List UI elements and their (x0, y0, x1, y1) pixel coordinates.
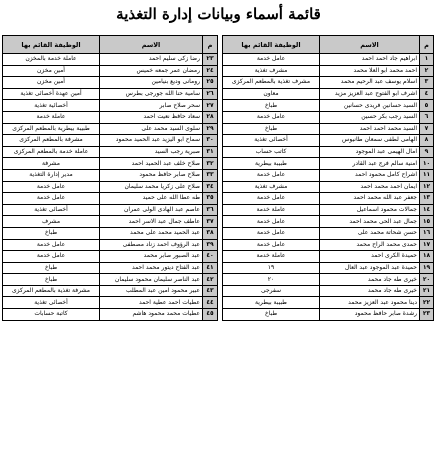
job-cell: طبيبة بيطرية (223, 158, 320, 170)
num-cell: ١٠ (420, 158, 434, 170)
name-cell: رومانى وديع بنيامين (100, 77, 203, 89)
header-name: الاسم (320, 36, 420, 54)
table-row (3, 123, 218, 135)
num-cell: ١٦ (420, 227, 434, 239)
num-cell: ٤ (420, 88, 434, 100)
name-cell: عبد الصبور صابر محمد (100, 251, 203, 263)
table-body (3, 54, 218, 321)
name-cell: حسن شحاتة محمد على (320, 227, 420, 239)
job-cell: مشرفة بالمطعم المركزى (3, 135, 100, 147)
table-row (3, 309, 218, 321)
table-row (223, 169, 434, 181)
name-cell: عبد الرؤوف احمد زناد مصطفى (100, 239, 203, 251)
job-cell: ١٩ (223, 262, 320, 274)
table-row (3, 285, 218, 297)
name-cell: صبرية رجب السيد (100, 146, 203, 158)
job-cell: معاون (223, 88, 320, 100)
table-row (3, 146, 218, 158)
table-row (3, 88, 218, 100)
num-cell: ٤٠ (203, 251, 218, 263)
table-row (223, 158, 434, 170)
header-job: الوظيفة القائم بها (3, 36, 100, 54)
job-cell: عاملة خدمة (3, 111, 100, 123)
name-cell: جعفر عبد الله محمد احمد (320, 193, 420, 205)
num-cell: ٣ (420, 77, 434, 89)
header-job: الوظيفة القائم بها (223, 36, 320, 54)
job-cell: مشرف تغذية (223, 65, 320, 77)
name-cell: عطيات محمد محمود هاشم (100, 309, 203, 321)
num-cell: ٣٢ (203, 158, 218, 170)
job-cell: أخصائى تغذية (3, 204, 100, 216)
num-cell: ٤٥ (203, 309, 218, 321)
table-row (3, 111, 218, 123)
page-title: قائمة أسماء وبيانات إدارة التغذية (116, 5, 321, 23)
job-cell: عاملة خدمة (223, 204, 320, 216)
job-cell: طباخ (3, 227, 100, 239)
num-cell: ١٥ (420, 216, 434, 228)
num-cell: ٢٢ (420, 297, 434, 309)
job-cell: طبيبة بيطرية (223, 297, 320, 309)
num-cell: ٣٧ (203, 216, 218, 228)
name-cell: حميدة الكرى احمد (320, 251, 420, 263)
name-cell: امال الهيمى عبد الموجود (320, 146, 420, 158)
num-cell: ٢٥ (203, 77, 218, 89)
header-num: م (203, 36, 218, 54)
num-cell: ١٧ (420, 239, 434, 251)
num-cell: ٦ (420, 111, 434, 123)
job-cell: أمين عهدة أخصائى تغذية (3, 88, 100, 100)
job-cell: طبيبة بيطرية بالمطعم المركزى (3, 123, 100, 135)
table-row (3, 227, 218, 239)
table-row (223, 100, 434, 112)
job-cell: مشرف تغذية (223, 181, 320, 193)
job-cell: عامل خدمة (223, 227, 320, 239)
table-header (3, 36, 218, 54)
num-cell: ٤٣ (203, 285, 218, 297)
name-cell: سعاد حافظ نعيت احمد (100, 111, 203, 123)
name-cell: عبد الفتاح ديتور محمد احمد (100, 262, 203, 274)
table-row (223, 285, 434, 297)
table-row (3, 100, 218, 112)
job-cell: سفرجى (223, 285, 320, 297)
num-cell: ١٤ (420, 204, 434, 216)
num-cell: ٢٧ (203, 100, 218, 112)
name-cell: السيد محمد احمد احمد (320, 123, 420, 135)
job-cell: أمين مخزن (3, 77, 100, 89)
num-cell: ٣٥ (203, 193, 218, 205)
table-row (223, 135, 434, 147)
table-row (223, 65, 434, 77)
table-row (223, 123, 434, 135)
name-cell: سلوى السيد محمد على (100, 123, 203, 135)
num-cell: ١١ (420, 169, 434, 181)
table-body (223, 54, 434, 321)
num-cell: ٢٩ (203, 123, 218, 135)
table-row (223, 227, 434, 239)
num-cell: ٣١ (203, 146, 218, 158)
job-cell: عامل خدمة (223, 169, 320, 181)
job-cell: عامل خدمة (223, 239, 320, 251)
table-row (223, 204, 434, 216)
name-cell: رشدة صابر حافظ محمود (320, 309, 420, 321)
table-row (3, 216, 218, 228)
num-cell: ٢٣ (203, 54, 218, 66)
job-cell: طباخ (223, 100, 320, 112)
table-row (223, 239, 434, 251)
name-cell: اشراح كامل محمود احمد (320, 169, 420, 181)
table-row (3, 169, 218, 181)
table-row (223, 297, 434, 309)
job-cell: عامل خدمة (223, 193, 320, 205)
name-cell: حميدة عبد الموجود عبد العال (320, 262, 420, 274)
name-cell: صلاح على زكريا محمد سليمان (100, 181, 203, 193)
name-cell: جمالات محمود اسماعيل (320, 204, 420, 216)
job-cell: عامل خدمة (3, 193, 100, 205)
table-row (3, 239, 218, 251)
num-cell: ٢٣ (420, 309, 434, 321)
table-row (3, 297, 218, 309)
table-row (223, 111, 434, 123)
job-cell: عامل خدمة (223, 111, 320, 123)
job-cell: مدير إدارة التغذية (3, 169, 100, 181)
job-cell: أخصائى تغذية (3, 297, 100, 309)
num-cell: ٤٢ (203, 274, 218, 286)
name-cell: احمد محمد ابو العلا محمد (320, 65, 420, 77)
table-row (223, 54, 434, 66)
num-cell: ٤٤ (203, 297, 218, 309)
num-cell: ١ (420, 54, 434, 66)
table-row (3, 77, 218, 89)
table-row (3, 262, 218, 274)
job-cell: عامل خدمة (3, 181, 100, 193)
name-cell: دينا محمود عبد العزيز محمد (320, 297, 420, 309)
num-cell: ١٩ (420, 262, 434, 274)
num-cell: ٢٤ (203, 65, 218, 77)
table-row (3, 274, 218, 286)
num-cell: ٤١ (203, 262, 218, 274)
name-cell: امنية سالم فرج عبد القادر (320, 158, 420, 170)
name-cell: خيرى طه جاد محمد (320, 274, 420, 286)
job-cell: كاتب حساب (223, 146, 320, 158)
job-cell: عامل خدمة (223, 54, 320, 66)
table-row (3, 181, 218, 193)
table-row (223, 274, 434, 286)
name-cell: صلاح خلف عبد الحميد احمد (100, 158, 203, 170)
job-cell: عاملة خدمة بالمطعم المركزى (3, 146, 100, 158)
name-cell: عبد الناصر سليمان محمود سليمان (100, 274, 203, 286)
num-cell: ٢٠ (420, 274, 434, 286)
job-cell: مشرفة تغذية بالمطعم المركزى (3, 285, 100, 297)
name-cell: عاصم عبد الهادى الولى عمران (100, 204, 203, 216)
job-cell: مشرف (3, 216, 100, 228)
num-cell: ٨ (420, 135, 434, 147)
table-row (3, 204, 218, 216)
job-cell: طباخ (223, 123, 320, 135)
name-cell: خيرى طه جاد محمد (320, 285, 420, 297)
table-row (223, 193, 434, 205)
name-cell: الهامى لطفى سمعان طانيوس (320, 135, 420, 147)
num-cell: ٧ (420, 123, 434, 135)
job-cell: عاملة خدمة بالمخزن (3, 54, 100, 66)
name-cell: جمال عبد الحى محمد احمد (320, 216, 420, 228)
table-row (223, 88, 434, 100)
num-cell: ١٨ (420, 251, 434, 263)
job-cell: عامل خدمة (3, 239, 100, 251)
table-row (3, 193, 218, 205)
job-cell: عامل خدمة (3, 251, 100, 263)
num-cell: ١٣ (420, 193, 434, 205)
name-cell: ايمان احمد محمد احمد (320, 181, 420, 193)
num-cell: ١٢ (420, 181, 434, 193)
job-cell: مشرفة (3, 158, 100, 170)
table-row (223, 77, 434, 89)
table-row (3, 251, 218, 263)
job-cell: أمين مخزن (3, 65, 100, 77)
job-cell: ٢٠ (223, 274, 320, 286)
table-row (223, 262, 434, 274)
name-cell: عبير محمود امين عبد المطلب (100, 285, 203, 297)
name-cell: رضا زكى سليم احمد (100, 54, 203, 66)
num-cell: ٣٦ (203, 204, 218, 216)
header-num: م (420, 36, 434, 54)
name-cell: السيد رجب بكر حسين (320, 111, 420, 123)
table-row (3, 135, 218, 147)
num-cell: ٣٤ (203, 181, 218, 193)
job-cell: كاتبة حسابات (3, 309, 100, 321)
num-cell: ٣٠ (203, 135, 218, 147)
name-cell: سامية حنا الله جورجى بطرس (100, 88, 203, 100)
num-cell: ٢٦ (203, 88, 218, 100)
name-cell: ابراهيم جاد احمد احمد (320, 54, 420, 66)
job-cell: مشرف تغذية بالمطعم المركزى (223, 77, 320, 89)
job-cell: طباخ (3, 262, 100, 274)
job-cell: أخصائية تغذية (3, 100, 100, 112)
num-cell: ٣٣ (203, 169, 218, 181)
name-cell: سماح ابو اليزيد عبد الحميد محمود (100, 135, 203, 147)
table-row (223, 251, 434, 263)
name-cell: رمضان عمر جمعه خميس (100, 65, 203, 77)
job-cell: طباخ (3, 274, 100, 286)
num-cell: ٩ (420, 146, 434, 158)
num-cell: ٢٨ (203, 111, 218, 123)
job-cell: عاملة خدمة (223, 251, 320, 263)
staff-table-right (222, 35, 434, 321)
name-cell: عبد الحميد محمد على محمد (100, 227, 203, 239)
name-cell: سحر صلاح صابر (100, 100, 203, 112)
name-cell: السيد حسانين فريدى حسانين (320, 100, 420, 112)
job-cell: عامل خدمة (223, 216, 320, 228)
staff-table-left (2, 35, 218, 321)
table-row (3, 65, 218, 77)
table-row (223, 146, 434, 158)
name-cell: اسلام يوسف عبد الرحيم محمد (320, 77, 420, 89)
num-cell: ٣٩ (203, 239, 218, 251)
table-header (223, 36, 434, 54)
job-cell: أخصائى تغذية (223, 135, 320, 147)
job-cell: طباخ (223, 309, 320, 321)
num-cell: ٣٨ (203, 227, 218, 239)
name-cell: طه عطا الله على حميد (100, 193, 203, 205)
num-cell: ٥ (420, 100, 434, 112)
name-cell: صلاح صابر حافظ محمود (100, 169, 203, 181)
table-row (223, 309, 434, 321)
name-cell: اشرف ابو الفتوح عبد العزيز مزيد (320, 88, 420, 100)
header-name: الاسم (100, 36, 203, 54)
name-cell: حمدى محمد الراح محمد (320, 239, 420, 251)
num-cell: ٢ (420, 65, 434, 77)
name-cell: عطيات احمد عطية احمد (100, 297, 203, 309)
name-cell: عاطف جمال عبد الاسر احمد (100, 216, 203, 228)
table-row (223, 216, 434, 228)
table-row (3, 158, 218, 170)
table-row (3, 54, 218, 66)
table-row (223, 181, 434, 193)
num-cell: ٢١ (420, 285, 434, 297)
